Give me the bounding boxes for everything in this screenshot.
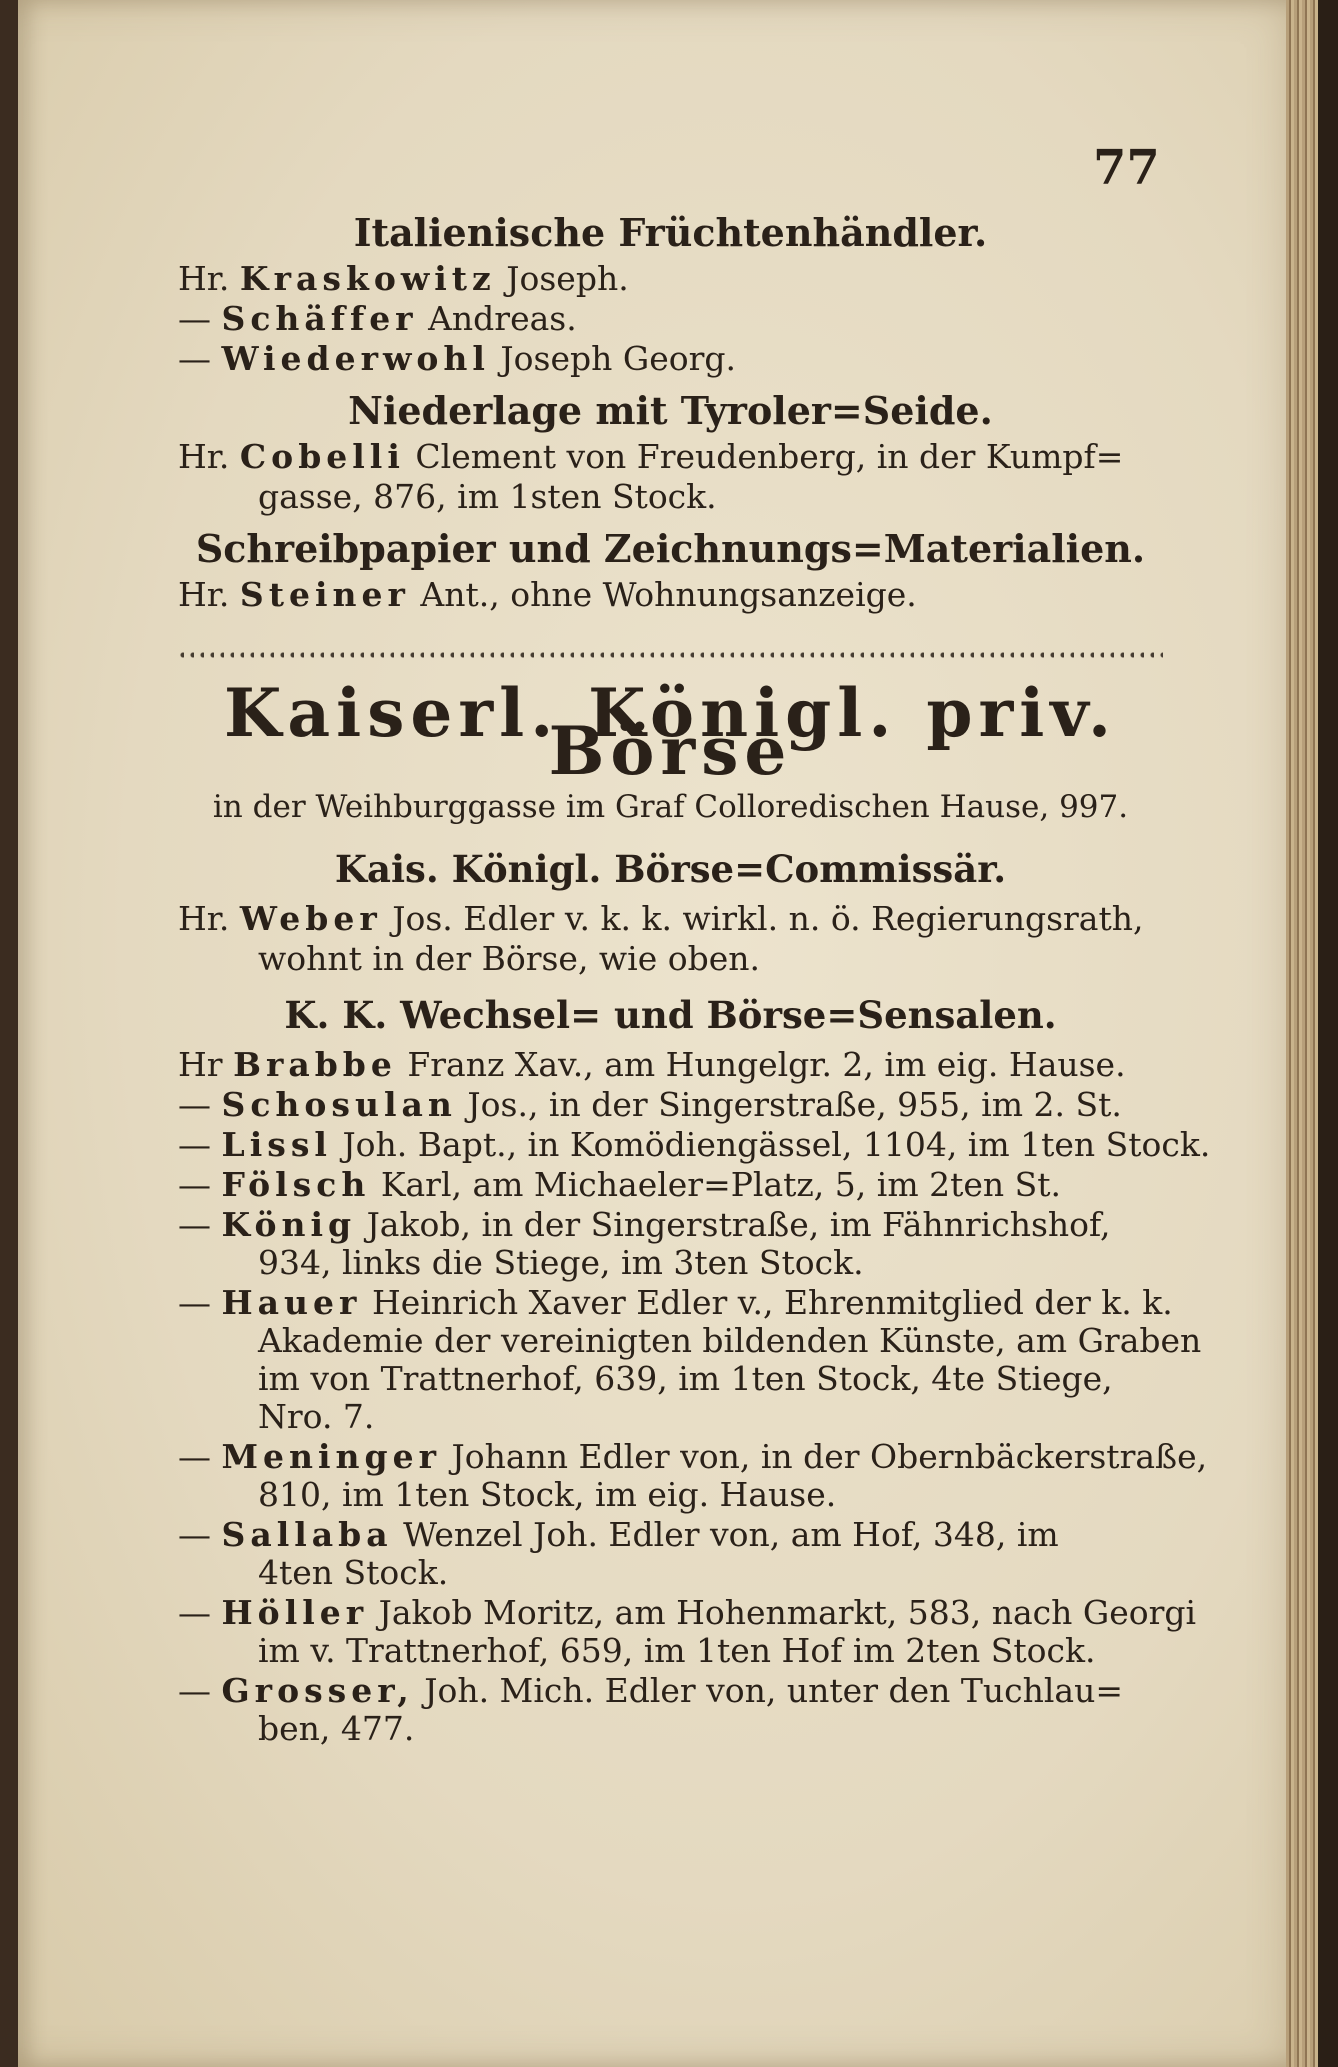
- sensal-entry: — Fölsch Karl, am Michaeler=Platz, 5, im 2ten St.: [178, 1165, 1061, 1204]
- sensal-entry-cont: 934, links die Stiege, im 3ten Stock.: [258, 1243, 864, 1282]
- sensal-entry: — Meninger Johann Edler von, in der Obernbäckerstraße, 810, im 1ten Stock, im eig. Hause.: [178, 1437, 1208, 1514]
- sensal-entry: Hr Brabbe Franz Xav., am Hungelgr. 2, im eig. Hause.: [178, 1045, 1126, 1084]
- list-item: — Schäffer Andreas.: [178, 299, 577, 338]
- sensal-entry-cont: ben, 477.: [258, 1709, 415, 1748]
- sensal-entry: — Grosser, Joh. Mich. Edler von, unter den Tuchlau= ben, 477.: [178, 1672, 1163, 1748]
- commissar-title: Kais. Königl. Börse=Commissär.: [334, 847, 1007, 891]
- sensal-entry-cont: 810, im 1ten Stock, im eig. Hause.: [258, 1475, 837, 1514]
- commissar-entry: Hr. Weber Jos. Edler v. k. k. wirkl. n. ö. Regierungsrath,: [178, 899, 1144, 938]
- page-number: 77: [1093, 140, 1160, 196]
- sensal-entry: — Höller Jakob Moritz, am Hohenmarkt, 583, nach Georgi im v. Trattnerhof, 659, im 1ten Hof im 2ten Stock.: [178, 1593, 1197, 1670]
- sensal-entry: — Lissl Joh. Bapt., in Komödiengässel, 1104, im 1ten Stock.: [178, 1125, 1211, 1164]
- silk-entry-cont: gasse, 876, im 1sten Stock.: [258, 477, 717, 516]
- sensal-entry: — Schosulan Jos., in der Singerstraße, 955, im 2. St.: [178, 1085, 1122, 1124]
- silk-entry: Hr. Cobelli Clement von Freudenberg, in der Kumpf=: [178, 437, 1124, 476]
- section-title-paper: Schreibpapier und Zeichnungs=Materialien.: [195, 526, 1146, 571]
- book-page: [18, 0, 1318, 2067]
- list-item: — Wiederwohl Joseph Georg.: [178, 339, 736, 378]
- boerse-subtitle: in der Weihburggasse im Graf Colloredischen Hause, 997.: [212, 789, 1129, 825]
- section-title-silk: Niederlage mit Tyroler=Seide.: [348, 388, 993, 433]
- sensal-entry-cont: im von Trattnerhof, 639, im 1ten Stock, 4te Stiege,: [258, 1359, 1113, 1398]
- paper-entry: Hr. Steiner Ant., ohne Wohnungsanzeige.: [178, 575, 917, 614]
- boerse-title: Kaiserl. Königl. priv. Börse: [224, 674, 1117, 790]
- fruit-dealers-list: [178, 260, 1163, 378]
- sensalen-list: [178, 1045, 1211, 1748]
- sensal-entry: — Hauer Heinrich Xaver Edler v., Ehrenmitglied der k. k. Akademie der vereinigten bildenden Künste, am Graben im von Trattnerhof, 639, im 1ten Stock, 4te Stiege, Nro. 7.: [178, 1283, 1202, 1436]
- sensal-entry-cont: Nro. 7.: [258, 1397, 375, 1436]
- list-item: Hr. Kraskowitz Joseph.: [178, 259, 629, 298]
- book-gutter: [0, 0, 18, 2067]
- commissar-entry-cont: wohnt in der Börse, wie oben.: [258, 939, 761, 978]
- sensal-entry: — König Jakob, in der Singerstraße, im Fähnrichshof, 934, links die Stiege, im 3ten Stock.: [178, 1206, 1163, 1282]
- sensalen-title: K. K. Wechsel= und Börse=Sensalen.: [284, 993, 1057, 1037]
- page-edge: [1286, 0, 1318, 2067]
- sensal-entry-cont: im v. Trattnerhof, 659, im 1ten Hof im 2ten Stock.: [258, 1631, 1096, 1670]
- sensal-entry-cont: 4ten Stock.: [258, 1553, 449, 1592]
- section-title-fruit-dealers: Italienische Früchtenhändler.: [353, 210, 988, 255]
- page-content: [178, 200, 1211, 1750]
- sensal-entry: — Sallaba Wenzel Joh. Edler von, am Hof, 348, im 4ten Stock.: [178, 1516, 1163, 1592]
- ornamental-separator: [178, 646, 1163, 668]
- sensal-entry-cont: Akademie der vereinigten bildenden Künste, am Graben: [258, 1321, 1202, 1360]
